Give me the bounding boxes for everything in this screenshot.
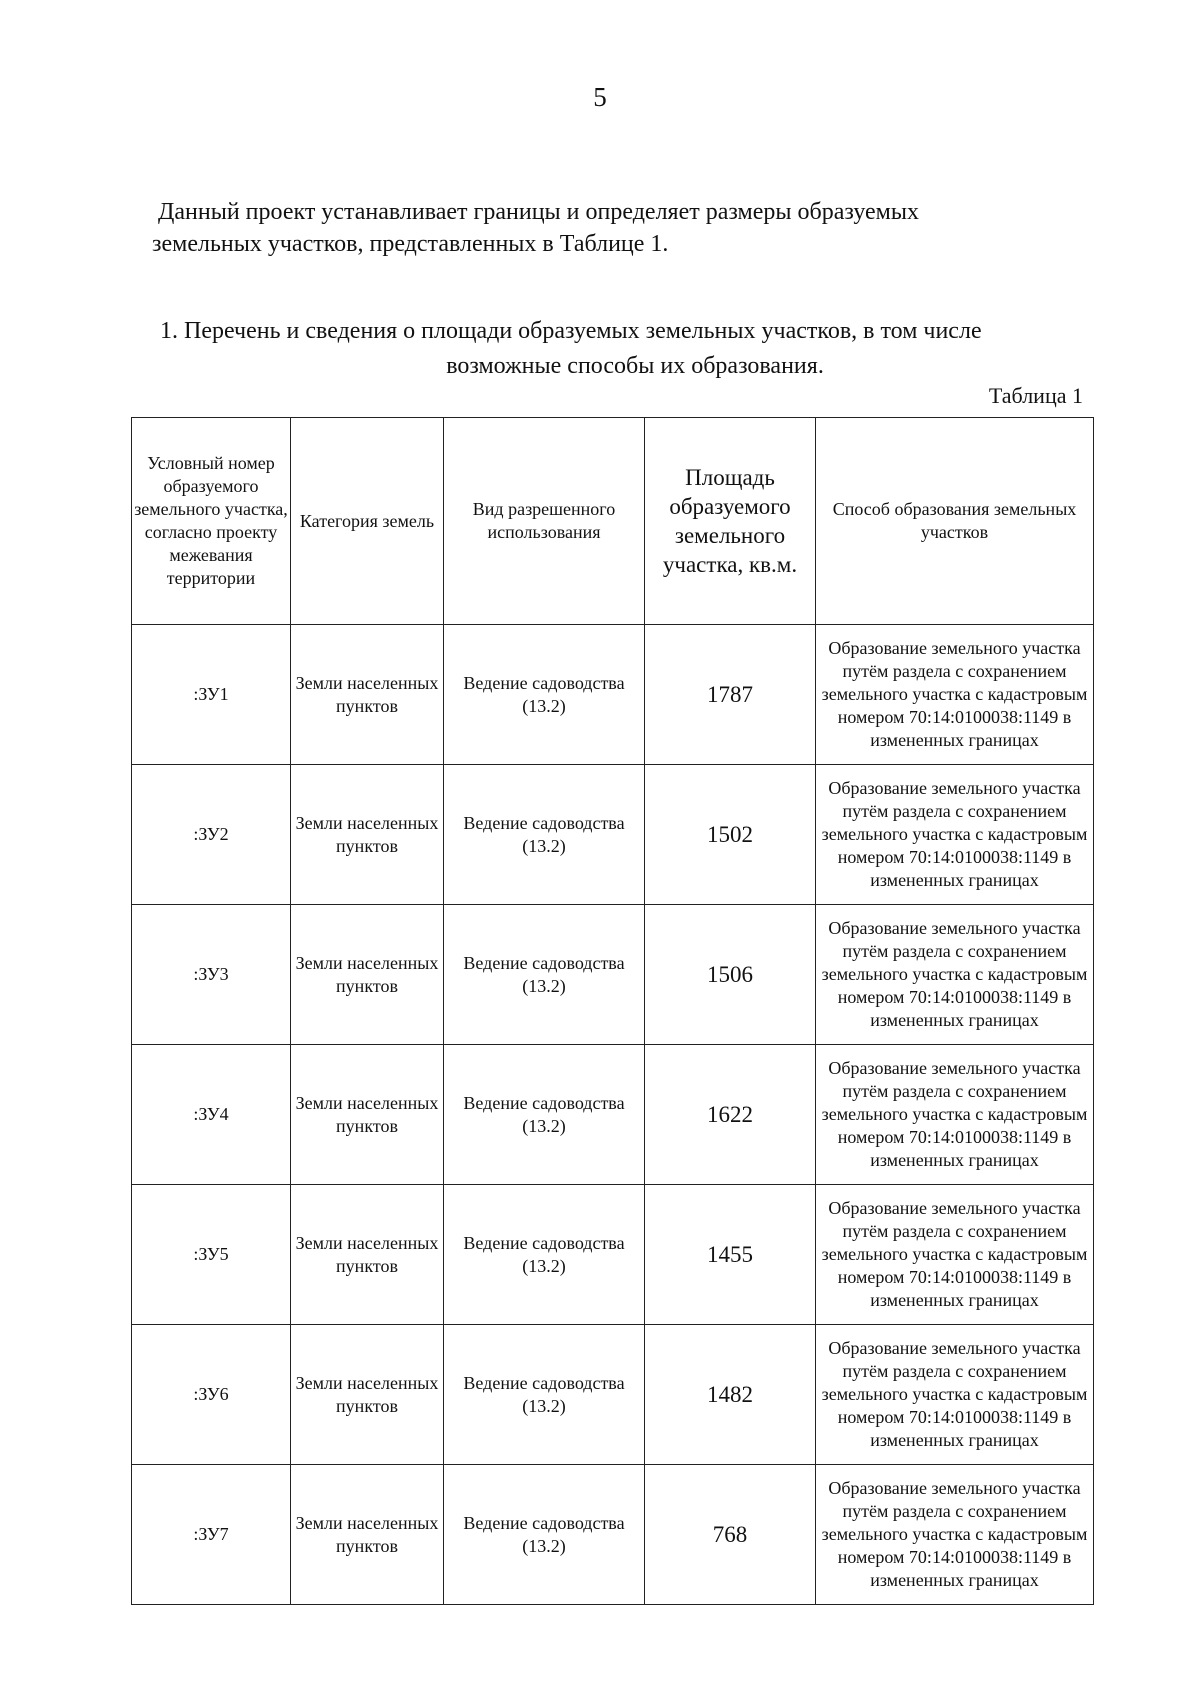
formation-method-cell: Образование земельного участка путём раздела с сохранением земельного участка с кадастровым номером 70:14:0100038:1149 в измененных границах: [816, 905, 1094, 1045]
permitted-use-cell: Ведение садоводства (13.2): [444, 1465, 645, 1605]
area-cell: 1787: [645, 625, 816, 765]
plot-number-cell: :ЗУ6: [132, 1325, 291, 1465]
plot-number-cell: :ЗУ3: [132, 905, 291, 1045]
area-cell: 1455: [645, 1185, 816, 1325]
plot-number-cell: :ЗУ1: [132, 625, 291, 765]
table-row: [132, 1185, 1094, 1325]
page-number: 5: [593, 82, 607, 112]
table-row: [132, 1465, 1094, 1605]
land-category-cell: Земли населенных пунктов: [291, 905, 444, 1045]
header-plot-number: Условный номер образуемого земельного участка, согласно проекту межевания территории: [132, 418, 291, 625]
land-category-cell: Земли населенных пунктов: [291, 1185, 444, 1325]
header-land-category: Категория земель: [291, 418, 444, 625]
area-cell: 1482: [645, 1325, 816, 1465]
area-cell: 1502: [645, 765, 816, 905]
table-row: [132, 765, 1094, 905]
table-row: [132, 625, 1094, 765]
area-cell: 1506: [645, 905, 816, 1045]
section-heading: [160, 314, 1090, 384]
plot-number-cell: :ЗУ5: [132, 1185, 291, 1325]
area-cell: 768: [645, 1465, 816, 1605]
formation-method-cell: Образование земельного участка путём раздела с сохранением земельного участка с кадастровым номером 70:14:0100038:1149 в измененных границах: [816, 1465, 1094, 1605]
land-category-cell: Земли населенных пунктов: [291, 765, 444, 905]
formation-method-cell: Образование земельного участка путём раздела с сохранением земельного участка с кадастровым номером 70:14:0100038:1149 в измененных границах: [816, 625, 1094, 765]
land-category-cell: Земли населенных пунктов: [291, 1325, 444, 1465]
permitted-use-cell: Ведение садоводства (13.2): [444, 625, 645, 765]
table-row: [132, 1045, 1094, 1185]
formation-method-cell: Образование земельного участка путём раздела с сохранением земельного участка с кадастровым номером 70:14:0100038:1149 в измененных границах: [816, 1045, 1094, 1185]
formation-method-cell: Образование земельного участка путём раздела с сохранением земельного участка с кадастровым номером 70:14:0100038:1149 в измененных границах: [816, 1185, 1094, 1325]
permitted-use-cell: Ведение садоводства (13.2): [444, 1185, 645, 1325]
intro-paragraph: [152, 196, 1058, 260]
plot-number-cell: :ЗУ7: [132, 1465, 291, 1605]
land-plots-table: [131, 417, 1094, 1605]
header-area: Площадь образуемого земельного участка, кв.м.: [645, 418, 816, 625]
table-caption: Таблица 1: [988, 383, 1083, 408]
land-category-cell: Земли населенных пунктов: [291, 1045, 444, 1185]
intro-line-2: земельных участков, представленных в Таблице 1.: [152, 231, 669, 257]
land-category-cell: Земли населенных пунктов: [291, 625, 444, 765]
plot-number-cell: :ЗУ4: [132, 1045, 291, 1185]
area-cell: 1622: [645, 1045, 816, 1185]
table-header-row: [132, 418, 1094, 625]
intro-line-1: Данный проект устанавливает границы и определяет размеры образуемых: [158, 199, 919, 225]
formation-method-cell: Образование земельного участка путём раздела с сохранением земельного участка с кадастровым номером 70:14:0100038:1149 в измененных границах: [816, 1325, 1094, 1465]
header-formation-method: Способ образования земельных участков: [816, 418, 1094, 625]
permitted-use-cell: Ведение садоводства (13.2): [444, 765, 645, 905]
land-category-cell: Земли населенных пунктов: [291, 1465, 444, 1605]
table-row: [132, 1325, 1094, 1465]
section-heading-line-2: возможные способы их образования.: [446, 353, 824, 379]
header-permitted-use: Вид разрешенного использования: [444, 418, 645, 625]
formation-method-cell: Образование земельного участка путём раздела с сохранением земельного участка с кадастровым номером 70:14:0100038:1149 в измененных границах: [816, 765, 1094, 905]
permitted-use-cell: Ведение садоводства (13.2): [444, 905, 645, 1045]
table-row: [132, 905, 1094, 1045]
permitted-use-cell: Ведение садоводства (13.2): [444, 1045, 645, 1185]
permitted-use-cell: Ведение садоводства (13.2): [444, 1325, 645, 1465]
plot-number-cell: :ЗУ2: [132, 765, 291, 905]
section-heading-line-1: 1. Перечень и сведения о площади образуемых земельных участков, в том числе: [160, 318, 982, 344]
